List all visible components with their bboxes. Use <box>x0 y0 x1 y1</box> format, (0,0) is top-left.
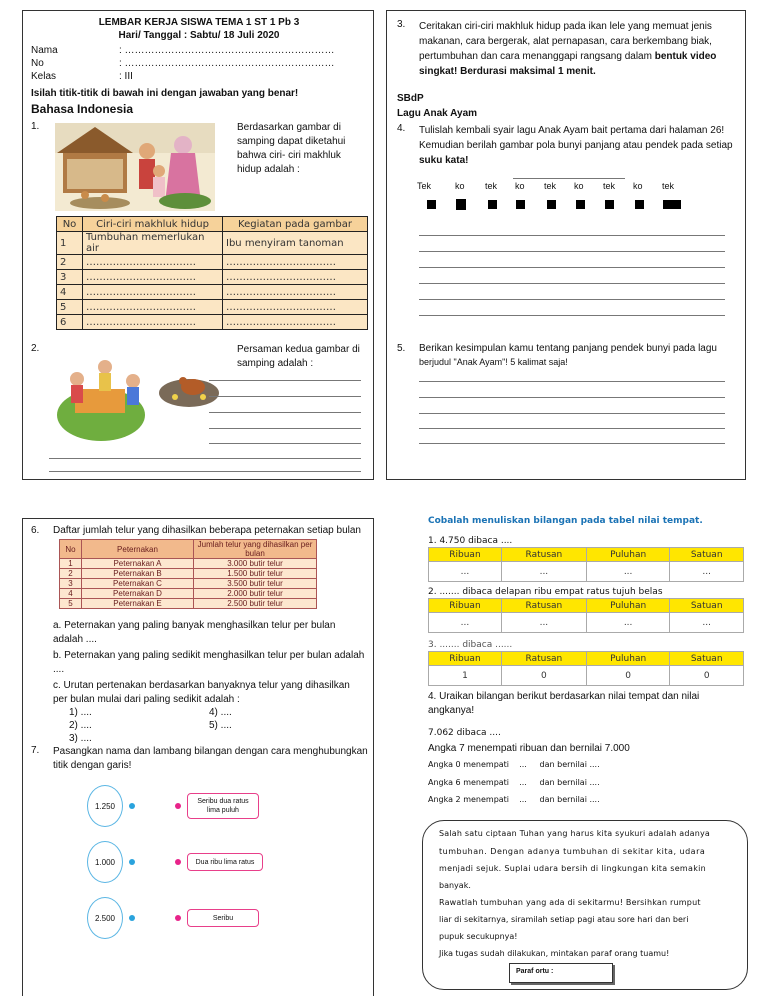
col-ratusan: Ratusan <box>501 599 586 613</box>
place-value-table-2 <box>428 598 744 633</box>
cell[interactable]: ... <box>670 613 744 633</box>
order-item[interactable]: 3) .... <box>69 733 92 744</box>
cell[interactable]: ... <box>501 613 586 633</box>
q3-emphasis: bentuk video singkat! Berdurasi maksimal 1 menit. <box>419 51 717 77</box>
q5-text: Berikan kesimpulan kamu tentang panjang pendek bunyi pada lagu <box>419 343 717 354</box>
worksheet-page-2 <box>386 10 746 480</box>
table-row <box>60 589 317 599</box>
cell[interactable]: …………………………… <box>83 255 223 270</box>
name-field[interactable]: : ……………………………………………………… <box>119 45 335 56</box>
col-ribuan: Ribuan <box>429 652 502 666</box>
number-reading: 7.062 dibaca .... <box>428 728 501 738</box>
order-item[interactable]: 1) .... <box>69 707 92 718</box>
cell: 6 <box>57 315 83 330</box>
cell: Peternakan D <box>82 589 194 599</box>
answer-line[interactable] <box>419 267 725 268</box>
syllable: tek <box>603 181 616 191</box>
cell: 1 <box>60 559 82 569</box>
syllable: tek <box>544 181 557 191</box>
table-row <box>429 666 744 686</box>
answer-line[interactable] <box>419 251 725 252</box>
number-oval: 1.000 <box>87 841 123 883</box>
col-satuan: Satuan <box>670 652 744 666</box>
table-row <box>60 569 317 579</box>
place-value-heading: Cobalah menuliskan bilangan pada tabel nilai tempat. <box>428 516 703 526</box>
table-row <box>60 599 317 609</box>
match-dot-right[interactable] <box>175 915 181 921</box>
answer-line[interactable] <box>49 471 361 472</box>
order-item[interactable]: 5) .... <box>209 720 232 731</box>
note-line: pupuk secukupnya! <box>439 932 518 941</box>
table-row <box>57 232 368 255</box>
cell[interactable]: …………………………… <box>83 315 223 330</box>
order-item[interactable]: 2) .... <box>69 720 92 731</box>
cell: 3.000 butir telur <box>194 559 317 569</box>
col-farm: Peternakan <box>82 540 194 559</box>
note-line: tumbuhan. Dengan adanya tumbuhan di sekitar kita, udara <box>439 847 706 856</box>
worksheet-page-3 <box>22 518 374 996</box>
picnic-and-hen-illustration <box>53 345 223 445</box>
number-word-box: Seribu <box>187 909 259 927</box>
reminder-note-box <box>422 820 748 990</box>
col-ratusan: Ratusan <box>501 548 586 562</box>
short-beat-block <box>427 200 436 209</box>
number-word-box: Seribu dua ratus lima puluh <box>187 793 259 819</box>
characteristics-table <box>56 216 368 330</box>
note-line: menjadi sejuk. Suplai udara bersih di lingkungan kita semakin <box>439 864 707 873</box>
syllable: Tek <box>417 181 432 191</box>
q3-text <box>419 19 735 79</box>
digit-line[interactable]: Angka 0 menempati ... dan bernilai .... <box>428 760 600 769</box>
syllable: ko <box>515 181 525 191</box>
answer-line[interactable] <box>419 397 725 398</box>
subject-heading: Bahasa Indonesia <box>31 102 134 116</box>
cell[interactable]: ... <box>586 562 670 582</box>
q3-body: Ceritakan ciri-ciri makhluk hidup pada ikan lele yang memuat jenis makanan, cara bergerak, alat pernapasan, cara berkembang biak, pertumbuhan dan cara menanggapi rangsang dalam <box>419 21 712 62</box>
song-title: Lagu Anak Ayam <box>397 108 478 119</box>
cell[interactable]: ... <box>429 613 502 633</box>
note-line: banyak. <box>439 881 471 890</box>
col-puluhan: Puluhan <box>586 652 670 666</box>
cell: Peternakan C <box>82 579 194 589</box>
answer-line[interactable] <box>419 443 725 444</box>
q7-number: 7. <box>31 745 40 756</box>
q7-text: Pasangkan nama dan lambang bilangan dengan cara menghubungkan titik dengan garis! <box>53 746 368 771</box>
col-puluhan: Puluhan <box>586 599 670 613</box>
q6c-text: c. Urutan pertenakan berdasarkan banyaknya telur yang dihasilkan per bulan mulai dari paling sedikit adalah : <box>53 680 350 705</box>
parent-signature-box[interactable] <box>509 963 613 983</box>
name-label: Nama <box>31 45 58 56</box>
note-line: liar di sekitarnya, siramilah setiap pagi atau sore hari dan beri <box>439 915 689 924</box>
no-label: No <box>31 58 44 69</box>
family-garden-illustration <box>55 123 215 211</box>
answer-line[interactable] <box>419 283 725 284</box>
q1-text: Berdasarkan gambar di samping dapat diketahui bahwa ciri- ciri makhluk hidup adalah : <box>237 122 346 175</box>
cell: Ibu menyiram tanoman <box>223 232 368 255</box>
cell[interactable]: …………………………… <box>83 300 223 315</box>
class-label: Kelas <box>31 71 57 82</box>
match-dot-right[interactable] <box>175 803 181 809</box>
q2-text: Persaman kedua gambar di samping adalah : <box>237 344 360 369</box>
short-beat-block <box>488 200 497 209</box>
note-line: Rawatlah tumbuhan yang ada di sekitarmu! Bersihkan rumput <box>439 898 701 907</box>
cell[interactable]: ... <box>429 562 502 582</box>
syllable: ko <box>633 181 643 191</box>
cell[interactable]: ... <box>586 613 670 633</box>
q4-text <box>419 123 735 168</box>
answer-line[interactable] <box>209 443 361 444</box>
cell: 3 <box>60 579 82 589</box>
cell: 5 <box>60 599 82 609</box>
table-row <box>429 613 744 633</box>
egg-production-table <box>59 539 317 609</box>
cell: 2 <box>60 569 82 579</box>
cell: 0 <box>670 666 744 686</box>
short-beat-block <box>516 200 525 209</box>
q6a-text: a. Peternakan yang paling banyak menghasilkan telur per bulan adalah .... <box>53 620 336 645</box>
col-puluhan: Puluhan <box>586 548 670 562</box>
q6-text: Daftar jumlah telur yang dihasilkan beberapa peternakan setiap bulan <box>53 525 361 536</box>
no-field[interactable]: : ……………………………………………………… <box>119 58 335 69</box>
answer-line[interactable] <box>419 413 725 414</box>
short-beat-block <box>576 200 585 209</box>
cell: 4 <box>57 285 83 300</box>
col-ribuan: Ribuan <box>429 599 502 613</box>
cell: 3.500 butir telur <box>194 579 317 589</box>
number-oval: 2.500 <box>87 897 123 939</box>
q6-number: 6. <box>31 525 40 536</box>
q4-body: Tulislah kembali syair lagu Anak Ayam bait pertama dari halaman 26! Kemudian berilah gambar pola bunyi panjang atau pendek pada setiap <box>419 125 733 151</box>
syllable: ko <box>455 181 465 191</box>
cell: 0 <box>501 666 586 686</box>
cell: 3 <box>57 270 83 285</box>
cell: 2 <box>57 255 83 270</box>
item-2-text: 2. ....... dibaca delapan ribu empat ratus tujuh belas <box>428 587 663 597</box>
syllable: ko <box>574 181 584 191</box>
worksheet-page-1 <box>22 10 374 480</box>
number-word-box: Dua ribu lima ratus <box>187 853 263 871</box>
table-row <box>60 559 317 569</box>
answer-line[interactable] <box>419 315 725 316</box>
note-line: Jika tugas sudah dilakukan, mintakan paraf orang tuamu! <box>439 949 670 958</box>
cell: 1 <box>57 232 83 255</box>
q5-number: 5. <box>397 343 406 354</box>
syllable: tek <box>662 181 675 191</box>
cell: Peternakan A <box>82 559 194 569</box>
q6b-text: b. Peternakan yang paling sedikit menghasilkan telur per bulan adalah .... <box>53 650 365 675</box>
worksheet-page-4 <box>420 514 750 1002</box>
col-eggs: Jumlah telur yang dihasilkan per bulan <box>194 540 317 559</box>
q2-number: 2. <box>31 343 40 354</box>
match-dot-left[interactable] <box>129 915 135 921</box>
short-beat-block <box>456 199 466 210</box>
table-row <box>429 562 744 582</box>
q3-number: 3. <box>397 19 406 30</box>
cell[interactable]: …………………………… <box>223 285 368 300</box>
cell[interactable]: …………………………… <box>223 255 368 270</box>
digit-line[interactable]: Angka 2 menempati ... dan bernilai .... <box>428 795 600 804</box>
col-activity: Kegiatan pada gambar <box>223 217 368 232</box>
answer-line[interactable] <box>419 428 725 429</box>
sbdp-heading: SBdP <box>397 93 424 104</box>
cell[interactable]: …………………………… <box>223 300 368 315</box>
col-characteristics: Ciri-ciri makhluk hidup <box>83 217 223 232</box>
worksheet-date: Hari/ Tanggal : Sabtu/ 18 Juli 2020 <box>118 30 280 41</box>
col-no: No <box>60 540 82 559</box>
match-dot-right[interactable] <box>175 859 181 865</box>
answer-line[interactable] <box>419 235 725 236</box>
answer-line[interactable] <box>419 381 725 382</box>
q1-number: 1. <box>31 121 40 132</box>
col-satuan: Satuan <box>670 599 744 613</box>
col-ratusan: Ratusan <box>501 652 586 666</box>
cell: Peternakan E <box>82 599 194 609</box>
cell: Tumbuhan memerlukan air <box>83 232 223 255</box>
col-ribuan: Ribuan <box>429 548 502 562</box>
short-beat-block <box>635 200 644 209</box>
number-oval: 1.250 <box>87 785 123 827</box>
note-line: Salah satu ciptaan Tuhan yang harus kita syukuri adalah adanya <box>439 829 711 838</box>
short-beat-block <box>605 200 614 209</box>
worksheet-title: LEMBAR KERJA SISWA TEMA 1 ST 1 Pb 3 <box>98 17 300 28</box>
match-dot-left[interactable] <box>129 803 135 809</box>
table-row <box>57 270 368 285</box>
class-value: : III <box>119 71 133 82</box>
q5-text-line2: berjudul "Anak Ayam"! 5 kalimat saja! <box>419 357 568 367</box>
table-row <box>60 579 317 589</box>
short-beat-block <box>547 200 556 209</box>
col-no: No <box>57 217 83 232</box>
item-1-text: 1. 4.750 dibaca .... <box>428 536 513 546</box>
answer-line[interactable] <box>419 299 725 300</box>
song-title-line <box>513 178 625 179</box>
cell[interactable]: …………………………… <box>83 285 223 300</box>
cell[interactable]: …………………………… <box>223 315 368 330</box>
digit-line[interactable]: Angka 6 menempati ... dan bernilai .... <box>428 778 600 787</box>
cell: 5 <box>57 300 83 315</box>
item-3-text: 3. ....... dibaca ...... <box>428 640 513 650</box>
q4-number: 4. <box>397 123 406 134</box>
cell: 0 <box>586 666 670 686</box>
table-row <box>57 285 368 300</box>
table-row <box>57 255 368 270</box>
cell: 2.500 butir telur <box>194 599 317 609</box>
cell[interactable]: …………………………… <box>223 270 368 285</box>
q4-emphasis: suku kata! <box>419 155 469 166</box>
parent-signature-label: Paraf ortu : <box>516 968 554 975</box>
table-row <box>57 315 368 330</box>
answer-line[interactable] <box>49 458 361 459</box>
answer-line[interactable] <box>209 412 361 413</box>
answer-line[interactable] <box>209 396 361 397</box>
cell: Peternakan B <box>82 569 194 579</box>
instruction: Isilah titik-titik di bawah ini dengan jawaban yang benar! <box>31 88 299 99</box>
cell[interactable]: ... <box>670 562 744 582</box>
syllable: tek <box>485 181 498 191</box>
q4-math-text: 4. Uraikan bilangan berikut berdasarkan nilai tempat dan nilai angkanya! <box>428 691 700 716</box>
match-dot-left[interactable] <box>129 859 135 865</box>
long-beat-block <box>663 200 681 209</box>
col-satuan: Satuan <box>670 548 744 562</box>
order-item[interactable]: 4) .... <box>209 707 232 718</box>
place-value-table-3 <box>428 651 744 686</box>
cell: 1.500 butir telur <box>194 569 317 579</box>
cell[interactable]: …………………………… <box>83 270 223 285</box>
table-row <box>57 300 368 315</box>
cell: 1 <box>429 666 502 686</box>
cell[interactable]: ... <box>501 562 586 582</box>
place-value-table-1 <box>428 547 744 582</box>
cell: 4 <box>60 589 82 599</box>
answer-line[interactable] <box>209 380 361 381</box>
cell: 2.000 butir telur <box>194 589 317 599</box>
answer-line[interactable] <box>209 428 361 429</box>
digit-line: Angka 7 menempati ribuan dan bernilai 7.000 <box>428 743 630 754</box>
